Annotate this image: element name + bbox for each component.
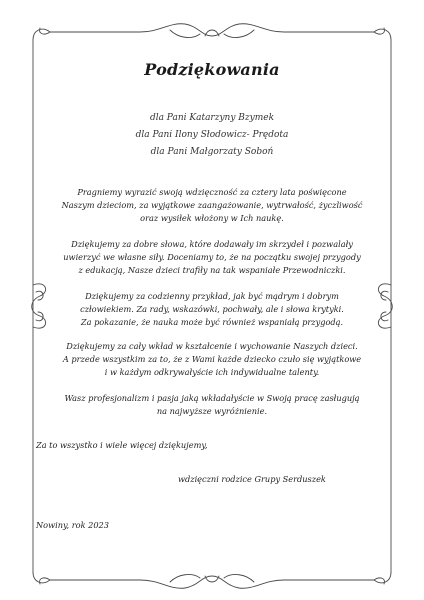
text-line: oraz wysiłek włożony w Ich naukę. [140,213,284,224]
paragraph-example [30,290,394,330]
paragraph-kind-words [30,238,394,278]
text-line: A przede wszystkim za to, że z Wami każde dziecko czuło się wyjątkowe [62,354,362,365]
text-line: i w każdym odkrywałyście ich indywidualne talenty. [104,367,320,378]
recipient-line: dla Pani Małgorzaty Soboń [150,147,274,157]
recipient-line: dla Pani Katarzyny Bzymek [149,113,275,123]
signature: wdzięczni rodzice Grupy Serduszek [178,474,326,484]
recipients-block [0,110,424,161]
text-line: Naszym dzieciom, za wyjątkowe zaangażowanie, wytrwałość, życzliwość [61,200,363,211]
text-line: Dziękujemy za cały wkład w kształcenie i wychowanie Naszych dzieci. [66,341,358,351]
text-line: na najwyższe wyróżnienie. [156,406,268,417]
text-line: Dziękujemy za codzienny przykład, jak być mądrym i dobrym [85,291,339,301]
text-line: Pragniemy wyrazić swoją wdzięczność za cztery lata poświęcone [77,187,347,197]
closing-line: Za to wszystko i wiele więcej dziękujemy, [36,440,208,450]
place-date: Nowiny, rok 2023 [36,520,109,530]
paragraph-professionalism [30,392,394,418]
text-line: Wasz profesjonalizm i pasja jaką wkładałyście w Swoją pracę zasługują [64,393,360,403]
text-line: z edukacją, Nasze dzieci trafiły na tak wspaniałe Przewodniczki. [78,265,346,276]
text-line: uwierzyć we własne siły. Doceniamy to, że na początku swojej przygody [63,252,361,263]
text-line: człowiekiem. Za rady, wskazówki, pochwały, ale i słowa krytyki. [80,304,344,315]
document-title: Podziękowania [144,60,280,79]
text-line: Za pokazanie, że nauka może być również wspaniałą przygodą. [80,317,344,328]
paragraph-education [30,340,394,380]
text-line: Dziękujemy za dobre słowa, które dodawały im skrzydeł i pozwalały [71,239,353,249]
paragraph-gratitude [30,186,394,226]
recipient-line: dla Pani Ilony Słodowicz- Prędota [135,130,289,140]
